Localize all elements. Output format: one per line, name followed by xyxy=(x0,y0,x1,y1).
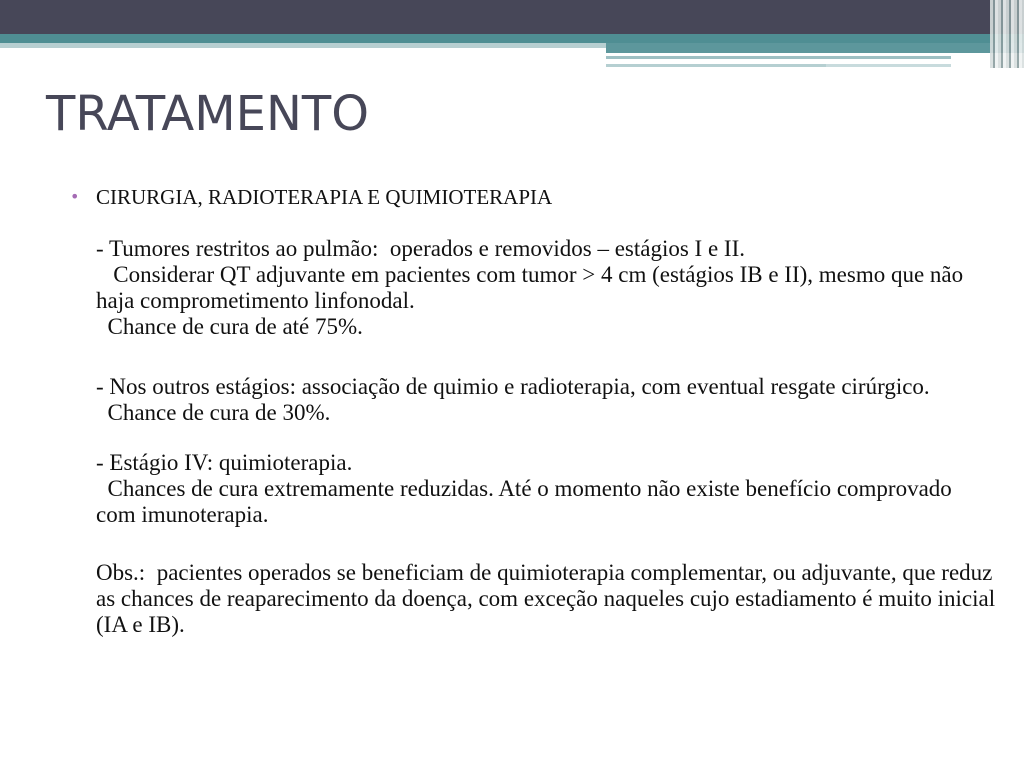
header-accent-line xyxy=(606,56,951,59)
slide-body xyxy=(70,180,1001,638)
body-paragraph: Obs.: pacientes operados se beneficiam de quimioterapia complementar, ou adjuvante, que reduz as chances de reaparecimento da doença, com exceção naqueles cujo estadiamento é muito inicial (IA e IB). xyxy=(96,560,1001,637)
header-stripes-decoration xyxy=(990,0,1024,68)
slide-title: TRATAMENTO xyxy=(46,86,370,142)
header-teal-block xyxy=(606,43,1024,53)
body-paragraph: Chance de cura de até 75%. xyxy=(96,314,363,339)
header-dark-band xyxy=(0,0,1024,34)
bullet-icon: • xyxy=(70,187,80,206)
body-paragraph: Considerar QT adjuvante em pacientes com tumor > 4 cm (estágios IB e II), mesmo que não haja comprometimento linfonodal. xyxy=(96,262,969,313)
body-paragraph: - Estágio IV: quimioterapia. xyxy=(96,450,353,475)
body-paragraph: - Tumores restritos ao pulmão: operados e removidos – estágios I e II. xyxy=(96,236,745,261)
header-light-strip xyxy=(0,43,606,48)
bullet-item xyxy=(70,180,996,214)
header-accent-line xyxy=(826,64,951,67)
header-accent-line xyxy=(606,64,826,67)
header-teal-band xyxy=(0,34,1024,43)
body-paragraph: Chance de cura de 30%. xyxy=(96,400,331,425)
bullet-text: CIRURGIA, RADIOTERAPIA E QUIMIOTERAPIA xyxy=(96,185,553,209)
body-paragraph: Chances de cura extremamente reduzidas. Até o momento não existe benefício comprovado com imunoterapia. xyxy=(96,476,958,527)
body-paragraph: - Nos outros estágios: associação de quimio e radioterapia, com eventual resgate cirúrgico. xyxy=(96,374,930,399)
